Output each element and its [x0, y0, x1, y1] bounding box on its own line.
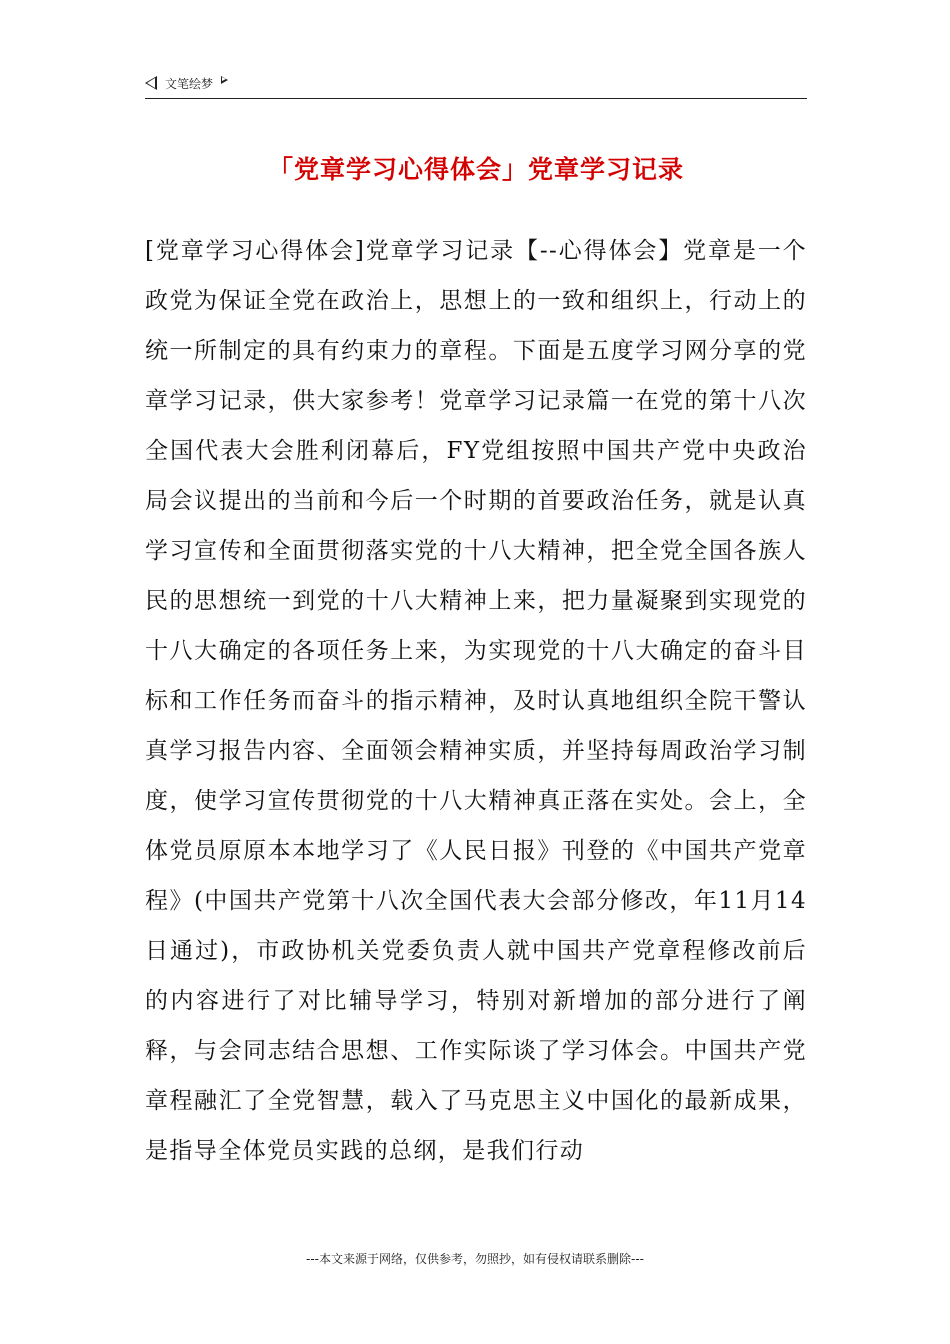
- footer-disclaimer: ---本文来源于网络，仅供参考，勿照抄，如有侵权请联系删除---: [306, 1252, 644, 1266]
- triangle-left-icon: [145, 76, 157, 90]
- document-title: 「党章学习心得体会」党章学习记录: [267, 155, 684, 184]
- header-brand: [145, 72, 807, 94]
- brand-name: 文笔绘梦: [165, 76, 214, 91]
- document-body: [党章学习心得体会]党章学习记录【--心得体会】党章是一个政党为保证全党在政治上，思想上的一致和组织上，行动上的统一所制定的具有约束力的章程。下面是五度学习网分享的党章学习记录，供大家参考！党章学习记录篇一在党的第十八次全国代表大会胜利闭幕后，FY党组按照中国共产党中央政治局会议提出的当前和今后一个时期的首要政治任务，就是认真学习宣传和全面贯彻落实党的十八大精神，把全党全国各族人民的思想统一到党的十八大精神上来，把力量凝聚到实现党的十八大确定的各项任务上来，为实现党的十八大确定的奋斗目标和工作任务而奋斗的指示精神，及时认真地组织全院干警认真学习报告内容、全面领会精神实质，并坚持每周政治学习制度，使学习宣传贯彻党的十八大精神真正落在实处。会上，全体党员原原本本地学习了《人民日报》刊登的《中国共产党章程》(中国共产党第十八次全国代表大会部分修改，年11月14日通过)，市政协机关党委负责人就中国共产党章程修改前后的内容进行了对比辅导学习，特别对新增加的部分进行了阐释，与会同志结合思想、工作实际谈了学习体会。中国共产党章程融汇了全党智慧，载入了马克思主义中国化的最新成果，是指导全体党员实践的总纲，是我们行动: [145, 238, 807, 1164]
- page-header: [145, 72, 807, 99]
- triangle-right-icon: [221, 76, 228, 84]
